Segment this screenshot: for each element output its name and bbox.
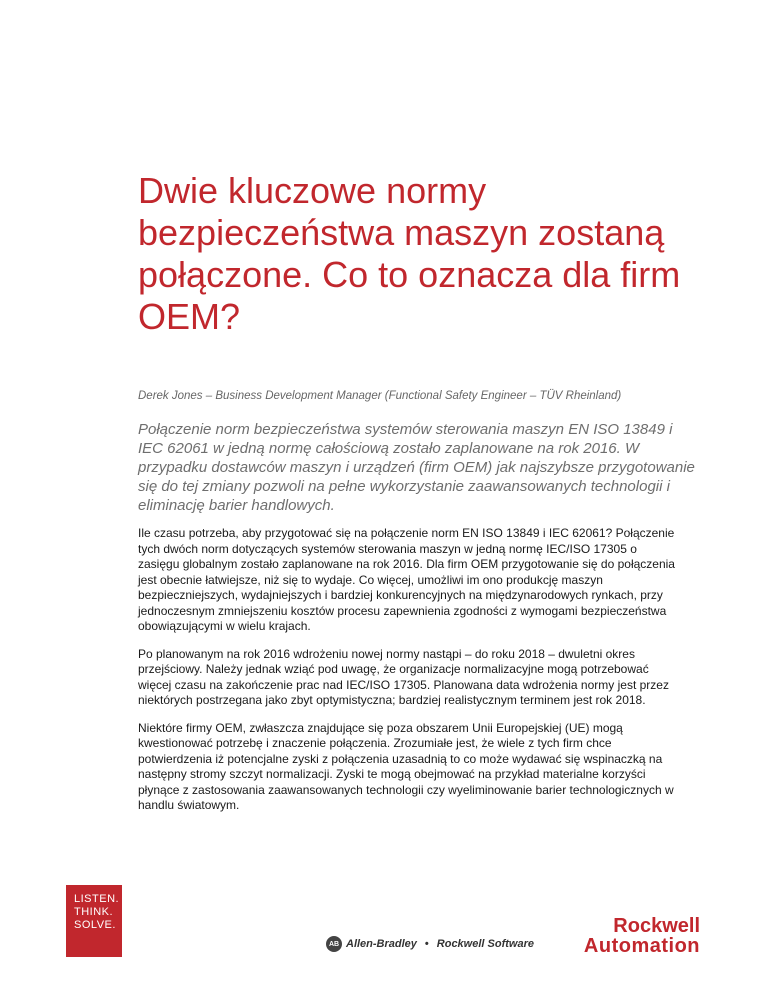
body-paragraph: Niektóre firmy OEM, zwłaszcza znajdujące się poza obszarem Unii Europejskiej (UE) mogą kwestionować potrzebę i znaczenie połączenia. Zrozumiałe jest, że wiele z tych firm chce potwierdzenia iż potencjalne zyski z połączenia uzasadnią to co może wydawać się wspinaczką na następny stromy szczyt normalizacji. Zyski te mogą obejmować na przykład materialne korzyści płynące z zastosowania zaawansowanych technologii czy wyeliminowanie barier technologicznych w handlu światowym. xyxy=(138,720,674,812)
ra-logo-line1: Rockwell xyxy=(613,915,700,937)
tagline-line: THINK. xyxy=(74,906,114,918)
author-byline: Derek Jones – Business Development Manager (Functional Safety Engineer – TÜV Rheinland) xyxy=(138,390,622,402)
page-title: Dwie kluczowe normy bezpieczeństwa maszyn zostaną połączone. Co to oznacza dla firm OEM? xyxy=(138,170,681,337)
body-paragraph: Ile czasu potrzeba, aby przygotować się na połączenie norm EN ISO 13849 i IEC 62061? Połączenie tych dwóch norm dotyczących systemów sterowania maszyn w jedną normę IEC/ISO 17305 o zasięgu globalnym zostało zaplanowane na rok 2016. Dla firm OEM przygotowanie się do połączenia jest obecnie łatwiejsze, niż się to wydaje. Co więcej, umożliwi im ono produkcję maszyn bezpieczniejszych, wydajniejszych i bardziej konkurencyjnych na międzynarodowych rynkach, przy jednoczesnym zmniejszeniu kosztów procesu zapewnienia zgodności z wymogami bezpieczeństwa obowiązującymi w wielu krajach. xyxy=(138,526,675,633)
rockwell-software-name: Rockwell Software xyxy=(436,938,534,950)
logo-separator: • xyxy=(424,938,429,950)
body-paragraph: Po planowanym na rok 2016 wdrożeniu nowej normy nastąpi – do roku 2018 – dwuletni okres przejściowy. Należy jednak wziąć pod uwagę, że organizacje normalizacyjne mogą potrzebować więcej czasu na zakończenie prac nad IEC/ISO 17305. Planowana data wdrożenia normy jest przez niektórych postrzegana jako zbyt optymistyczna; bardziej realistycznym terminem jest rok 2018. xyxy=(138,646,669,707)
allen-bradley-logo xyxy=(326,936,534,952)
allen-bradley-name: Allen-Bradley xyxy=(346,938,417,950)
lead-paragraph: Połączenie norm bezpieczeństwa systemów sterowania maszyn EN ISO 13849 i IEC 62061 w jedną normę całościową zostało zaplanowane na rok 2016. W przypadku dostawców maszyn i urządzeń (firm OEM) jak najszybsze przygotowanie się do tej zmiany pozwoli na pełne wykorzystanie zaawansowanych technologii i eliminację barier handlowych. xyxy=(138,421,695,514)
rockwell-automation-logo xyxy=(556,916,700,956)
listen-think-solve-logo xyxy=(66,885,122,957)
ab-icon: AB xyxy=(326,936,342,952)
tagline-line: SOLVE. xyxy=(74,919,116,931)
article-body xyxy=(138,526,678,826)
tagline-line: LISTEN. xyxy=(74,893,120,905)
ra-logo-line2: Automation xyxy=(583,935,700,957)
